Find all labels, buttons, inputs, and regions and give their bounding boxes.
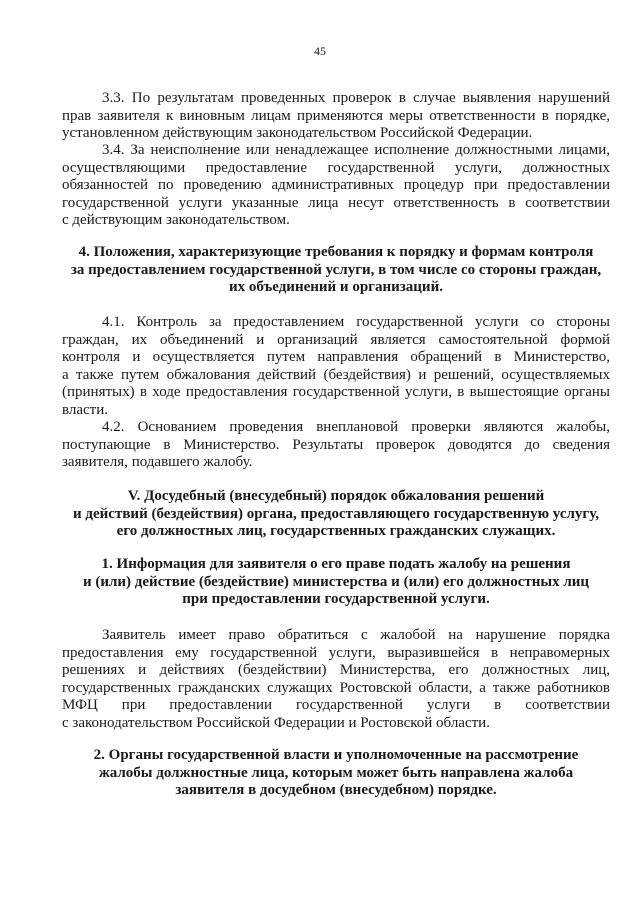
text-line: установленном действующим законодательством Российской Федерации. — [62, 125, 533, 142]
heading-line: 1. Информация для заявителя о его праве подать жалобу на решения — [101, 556, 571, 572]
text-line: (принятых) в ходе предоставления государственной услуги, в вышестоящие органы — [62, 384, 610, 401]
heading-line: V. Досудебный (внесудебный) порядок обжалования решений — [127, 488, 545, 504]
heading-line: 2. Органы государственной власти и уполномоченные на рассмотрение — [93, 747, 579, 763]
text-line: граждан, их объединений и организаций является самостоятельной формой — [62, 331, 610, 348]
subsection-heading-5-2 — [62, 747, 610, 800]
text-line: а также путем обжалования действий (бездействия) и решений, осуществляемых — [62, 366, 610, 383]
text-line: 3.3. По результатам проведенных проверок в случае выявления нарушений — [102, 90, 610, 106]
text-line: 3.4. За неисполнение или ненадлежащее исполнение должностными лицами, — [102, 142, 610, 158]
text-line: с законодательством Российской Федерации и Ростовской области. — [62, 714, 490, 731]
text-line: контроля и осуществляется путем направления обращений в Министерство, — [62, 349, 610, 366]
text-line: МФЦ при предоставлении государственной услуги в соответствии — [62, 697, 610, 714]
text-line: государственной услуги указанные лица несут ответственность в соответствии — [62, 194, 610, 211]
text-line: Заявитель имеет право обратиться с жалобой на нарушение порядка — [102, 627, 610, 643]
heading-line: заявителя в досудебном (внесудебном) порядке. — [175, 782, 497, 799]
page-number: 45 — [314, 44, 326, 58]
text-line: обязанностей по проведению административных процедур при предоставлении — [62, 177, 610, 194]
heading-line: и действий (бездействия) органа, предоставляющего государственную услугу, — [73, 505, 599, 522]
heading-line: их объединений и организаций. — [229, 279, 443, 296]
section-heading-4 — [62, 244, 610, 297]
paragraph-4-1 — [62, 314, 610, 420]
text-line: решениях и действиях (бездействии) Министерства, его должностных лиц, — [62, 662, 610, 679]
heading-line: за предоставлением государственной услуги, в том числе со стороны граждан, — [70, 261, 602, 278]
text-line: 4.1. Контроль за предоставлением государственной услуги со стороны — [102, 314, 610, 330]
heading-line: и (или) действие (бездействие) министерства и (или) его должностных лиц — [82, 573, 590, 590]
text-line: государственных гражданских служащих Ростовской области, а также работников — [62, 679, 610, 696]
heading-line: 4. Положения, характеризующие требования к порядку и формам контроля — [78, 244, 594, 260]
text-line: предоставления ему государственной услуги, выразившейся в неправомерных — [62, 644, 610, 661]
heading-line: при предоставлении государственной услуги. — [182, 591, 490, 608]
text-line: власти. — [62, 401, 109, 418]
text-line: 4.2. Основанием проведения внеплановой проверки являются жалобы, — [102, 419, 610, 435]
section-heading-5 — [62, 488, 610, 541]
text-line: прав заявителя к виновным лицам применяются меры ответственности в порядке, — [62, 107, 610, 124]
text-line: поступающие в Министерство. Результаты проверок доводятся до сведения — [62, 436, 610, 453]
text-line: осуществляющими предоставление государственной услуги, должностных — [62, 159, 610, 176]
heading-line: жалобы должностные лица, которым может быть направлена жалоба — [98, 764, 574, 781]
paragraph-complaint-right — [62, 627, 610, 733]
subsection-heading-5-1 — [62, 556, 610, 609]
heading-line: его должностных лиц, государственных гражданских служащих. — [116, 523, 556, 540]
text-line: с действующим законодательством. — [62, 212, 290, 229]
paragraph-4-2 — [62, 419, 610, 472]
paragraph-3-3 — [62, 90, 610, 143]
paragraph-3-4 — [62, 142, 610, 230]
text-line: заявителя, подавшего жалобу. — [62, 454, 253, 471]
